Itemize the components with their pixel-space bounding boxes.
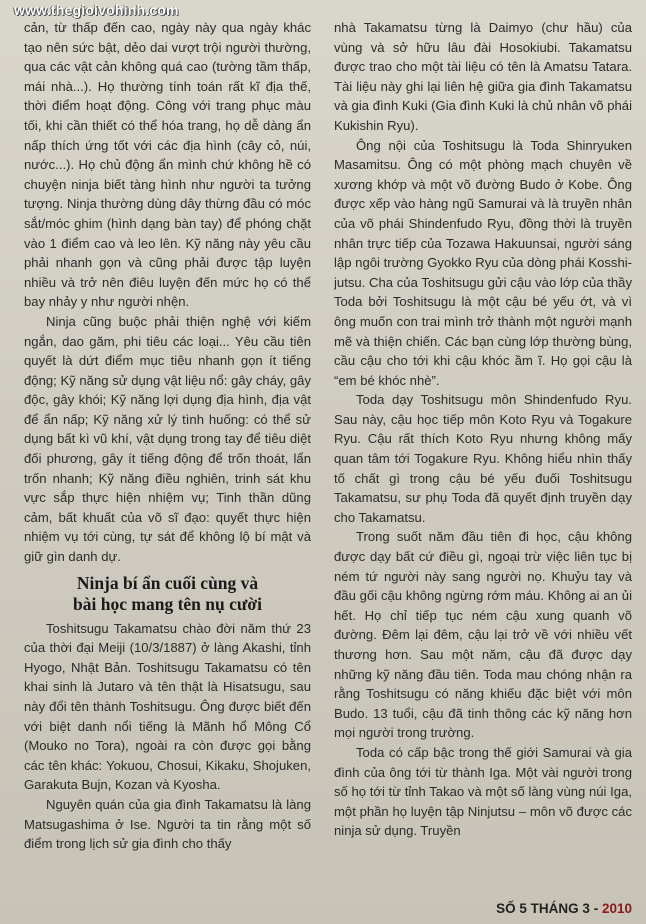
section-heading xyxy=(24,573,311,615)
left-paragraph-1: cản, từ thấp đến cao, ngày này qua ngày khác tạo nên sức bật, dẻo dai vượt trội người thường, qua các vật cản không quá cao (tường tầm thấp, mái nhà...). Họ thường tính toán rất kĩ địa thế, thời điểm hoạt động. Công với trang phục màu tối, khi cần thiết có thể hóa trang, họ dễ dàng ẩn nấp thích ứng tốt với các địa hình (cây cỏ, núi, nước...). Họ chủ động ẩn mình chứ không hề có chuyện ninja biết tàng hình như người ta tưởng tượng. Ninja thường dùng dây thừng đầu có móc sắt/móc ghim (hình dạng bàn tay) để phóng chặt vào 1 điểm cao và leo lên. Kỹ năng này yêu cầu phải nhanh gọn và cũng phải được tập luyện nhiều và trở nên điêu luyện đến mức họ có thể bay nhảy y như người nhện. xyxy=(24,20,311,310)
right-paragraph-5: Toda có cấp bậc trong thế giới Samurai và gia đình của ông tới từ thành Iga. Một vài người trong số họ tới từ tỉnh Takao và một số làng vùng núi Iga, một phần họ luyện tập Ninjutsu – môn võ được các ninja sử dụng. Truyền xyxy=(334,744,632,839)
issue-number: SỐ 5 THÁNG 3 - xyxy=(496,901,599,916)
section-heading-line-1: Ninja bí ẩn cuối cùng và xyxy=(76,572,259,593)
left-paragraph-4: Nguyên quán của gia đình Takamatsu là làng Matsugashima ở Ise. Người ta tin rằng một số điểm trong lịch sử gia đình cho thấy xyxy=(24,796,311,852)
right-paragraph-3: Toda dạy Toshitsugu môn Shindenfudo Ryu. Sau này, cậu học tiếp môn Koto Ryu và Togakure Ryu. Cậu rất thích Koto Ryu nhưng không mấy quan tâm tới Togakure Ryu. Không hiểu nhìn thấy tố chất gì trong cậu bé yếu đuối Toshitsugu Takamatsu, sư phụ Toda đã quyết định truyền dạy cho Takamatsu. xyxy=(334,392,632,525)
left-paragraph-3: Toshitsugu Takamatsu chào đời năm thứ 23 của thời đại Meiji (10/3/1887) ở làng Akashi, tỉnh Hyogo, Nhật Bản. Toshitsugu Takamatsu có tên khai sinh là Jutaro và tên thật là Hisatsugu, sau này đổi tên thành Toshitsugu. Ông được biết đến với biệt danh nổi tiếng là Mãnh hổ Mông Cổ (Mouko no Tora), ngoài ra còn được gọi bằng các tên khác: Yokuou, Chosui, Kikaku, Shojuken, Garakuta Bujn, Kozan và Kyosha. xyxy=(24,620,311,793)
right-paragraph-2: Ông nội của Toshitsugu là Toda Shinryuken Masamitsu. Ông có một phòng mạch chuyên về xương khớp và một võ đường Budo ở Kobe. Ông được xếp vào hàng ngũ Samurai và là truyền nhân của võ phái Shindenfudo Ryu, đồng thời là truyền nhân trực tiếp của Tozawa Hakuunsai, người sáng lập ngôi trường Gyokko Ryu của dòng phái Kosshi-jutsu. Cha của Toshitsugu gửi cậu vào lớp của thầy Toda bởi Toshitsugu là một cậu bé yếu ớt, và vì ông muốn con trai mình trở thành một người mạnh mẽ và thiện chiến. Các bạn cùng lớp thường bùng, cầu cậu cho tới khi cậu khóc ầm ĩ. Họ gọi cậu là “em bé khóc nhè”. xyxy=(334,137,632,388)
issue-footer xyxy=(496,901,632,916)
section-heading-line-2: bài học mang tên nụ cười xyxy=(73,593,262,614)
right-paragraph-1: nhà Takamatsu từng là Daimyo (chư hầu) của vùng và sở hữu lâu đài Hosokiubi. Takamatsu được trao cho một tài liệu có tên là Amatsu Tatara. Tài liệu này ghi lại liên hệ giữa gia đình Takamatsu và gia đình Kuki (Gia đình Kuki là chủ nhân võ phái Kukishin Ryu). xyxy=(334,20,632,133)
right-column xyxy=(334,18,632,878)
issue-year: 2010 xyxy=(601,901,632,916)
site-watermark: www.thegioivohinh.com xyxy=(14,2,179,18)
left-column xyxy=(24,18,311,898)
right-paragraph-4: Trong suốt năm đầu tiên đi học, cậu không được dạy bất cứ điều gì, ngoại trừ việc liên tục bị ném tứ người này sang người nọ. Khuỷu tay và đầu gối cậu không ngừng rớm máu. Không ai an ủi hết. Họ chỉ tiếp tục ném cậu xung quanh võ đường. Đêm lại đêm, cậu lại trở về với nhiều vết thương hơn. Sau một năm, cậu đã được dạy những kỹ năng đầu tiên. Toda mau chóng nhận ra rằng Toshitsugu có năng khiếu đặc biệt với môn Budo. 13 tuổi, cậu đã tinh thông các kỹ năng hơn mọi người trong trường. xyxy=(334,529,632,741)
left-paragraph-2: Ninja cũng buộc phải thiện nghệ với kiếm ngắn, dao găm, phi tiêu các loại... Yêu cầu tiên quyết là dứt điểm mục tiêu nhanh gọn ít tiếng động; Kỹ năng sử dụng vật liệu nổ: gây cháy, gây độc, gây khói; Kỹ năng lợi dụng địa hình, địa vật để ẩn nấp; Kỹ năng xử lý tình huống: có thể sử dụng bất kì vũ khí, vật dụng trong tay để tiêu diệt đối phương, gây ít tiếng động để trốn thoát, lẩn trốn nhanh; Kỹ năng điều nghiên, trinh sát khu vực sắp thực hiện nhiệm vụ; Tinh thần dũng cảm, bất khuất của võ sĩ đạo: quyết thực hiện nhiệm vụ tới cùng, tự sát để không lộ bí mật và giữ gìn danh dự. xyxy=(24,313,311,565)
